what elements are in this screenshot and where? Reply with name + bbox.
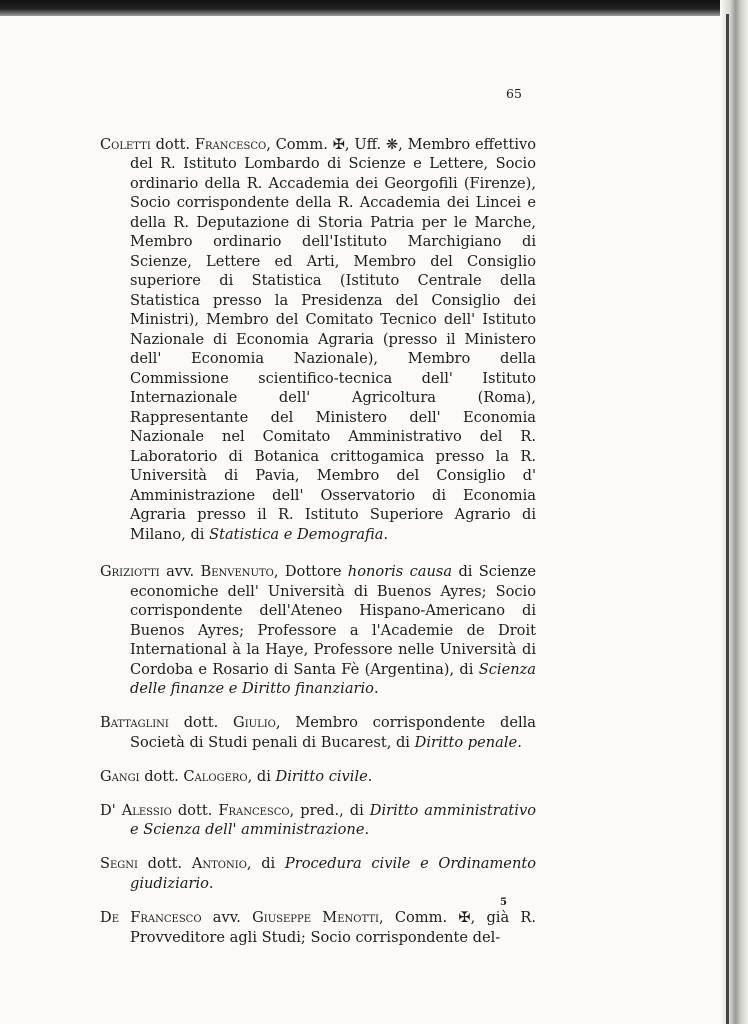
entry-surname: Battaglini bbox=[100, 714, 169, 732]
entry-ending: . bbox=[364, 821, 370, 839]
entry-body: , Membro corrispondente della Società di Studi penali di Bucarest, di bbox=[130, 714, 536, 751]
entry-subject: Diritto penale bbox=[414, 733, 518, 751]
entry-de-francesco bbox=[100, 908, 536, 947]
faculty-list bbox=[100, 120, 536, 961]
entry-ending: . bbox=[517, 733, 522, 751]
entry-surname: Griziotti bbox=[100, 563, 160, 581]
entry-body: , di bbox=[247, 767, 276, 785]
entry-body-pre: , Dottore bbox=[273, 563, 348, 581]
entry-surname: Coletti bbox=[100, 135, 151, 153]
entry-body: , pred., di bbox=[289, 801, 370, 819]
entry-given-name: Francesco bbox=[194, 135, 267, 153]
entry-ending: . bbox=[367, 767, 373, 785]
scan-binding-line bbox=[726, 14, 729, 1024]
scan-top-edge bbox=[0, 0, 748, 16]
entry-dalessio bbox=[100, 801, 536, 840]
entry-segni bbox=[100, 854, 536, 893]
entry-title: dott. bbox=[183, 714, 219, 732]
entry-surname: De Francesco bbox=[100, 909, 202, 927]
entry-honorific: honoris causa bbox=[347, 563, 453, 581]
signature-mark: 5 bbox=[500, 897, 507, 908]
entry-griziotti bbox=[100, 562, 536, 699]
entry-title: dott. bbox=[147, 855, 183, 873]
entry-surname: D' Alessio bbox=[100, 801, 172, 819]
entry-given-name: Antonio bbox=[191, 855, 247, 873]
entry-surname: Segni bbox=[100, 855, 138, 873]
entry-title: dott. bbox=[177, 801, 213, 819]
page-number: 65 bbox=[506, 86, 522, 101]
entry-coletti bbox=[100, 135, 536, 545]
entry-ending: . bbox=[208, 874, 214, 892]
entry-given-name: Calogero bbox=[183, 767, 248, 785]
entry-battaglini bbox=[100, 713, 536, 752]
entry-body: , Comm. ✠, già R. Provveditore agli Studi; Socio corrispondente del- bbox=[130, 909, 537, 946]
entry-subject: Procedura civile e Ordinamento giudiziario bbox=[130, 855, 536, 892]
entry-subject: Scienza delle finanze e Diritto finanziario bbox=[130, 660, 536, 698]
entry-gangi bbox=[100, 767, 536, 787]
entry-title: dott. bbox=[155, 135, 191, 153]
entry-subject: Diritto civile bbox=[275, 767, 368, 785]
entry-ending: . bbox=[383, 525, 389, 543]
entry-surname: Gangi bbox=[100, 767, 140, 785]
entry-body: di Scienze economiche dell' Università di Buenos Ayres; Socio corrispondente dell'Ateneo Hispano-Americano di Buenos Ayres; Professore a l'Academie de Droit International à la Haye, Professore nelle Università di Cordoba e Rosario di Santa Fè (Argentina), di bbox=[130, 563, 536, 678]
entry-title: dott. bbox=[144, 767, 179, 785]
entry-given-name: Francesco bbox=[218, 801, 290, 819]
entry-body: , Comm. ✠, Uff. ❋, Membro effettivo del R. Istituto Lombardo di Scienze e Lettere, Socio ordinario della R. Accademia dei Georgofili (Firenze), Socio corrispondente della R. Accademia dei Lincei e della R. Deputazione di Storia Patria per le Marche, Membro ordinario dell'Istituto Marchigiano di Scienze, Lettere ed Arti, Membro del Consiglio superiore di Statistica (Istituto Centrale della Statistica presso la Presidenza del Consiglio dei Ministri), Membro del Comitato Tecnico dell' Istituto Nazionale di Economia Agraria (presso il Ministero dell' Economia Nazionale), Membro della Commissione scientifico-tecnica dell' Istituto Internazionale dell' Agricoltura (Roma), Rappresentante del Ministero dell' Economia Nazionale nel Comitato Amministrativo del R. Laboratorio di Botanica crittogamica presso la R. Università di Pavia, Membro del Consiglio d' Amministrazione dell' Osservatorio di Economia Agraria presso il R. Istituto Superiore Agrario di Milano, di bbox=[130, 135, 537, 543]
scan-binding-edge bbox=[720, 0, 748, 1024]
entry-title: avv. bbox=[166, 563, 195, 581]
entry-given-name: Benvenuto bbox=[200, 563, 274, 581]
entry-given-name: Giulio bbox=[233, 714, 276, 732]
entry-subject: Statistica e Demografia bbox=[209, 525, 384, 543]
entry-body: , di bbox=[246, 855, 285, 873]
entry-subject: Diritto amministrativo e Scienza dell' amministrazione bbox=[130, 801, 536, 839]
entry-ending: . bbox=[373, 680, 379, 698]
entry-title: avv. bbox=[212, 909, 241, 927]
entry-given-name: Giuseppe Menotti bbox=[252, 909, 379, 927]
